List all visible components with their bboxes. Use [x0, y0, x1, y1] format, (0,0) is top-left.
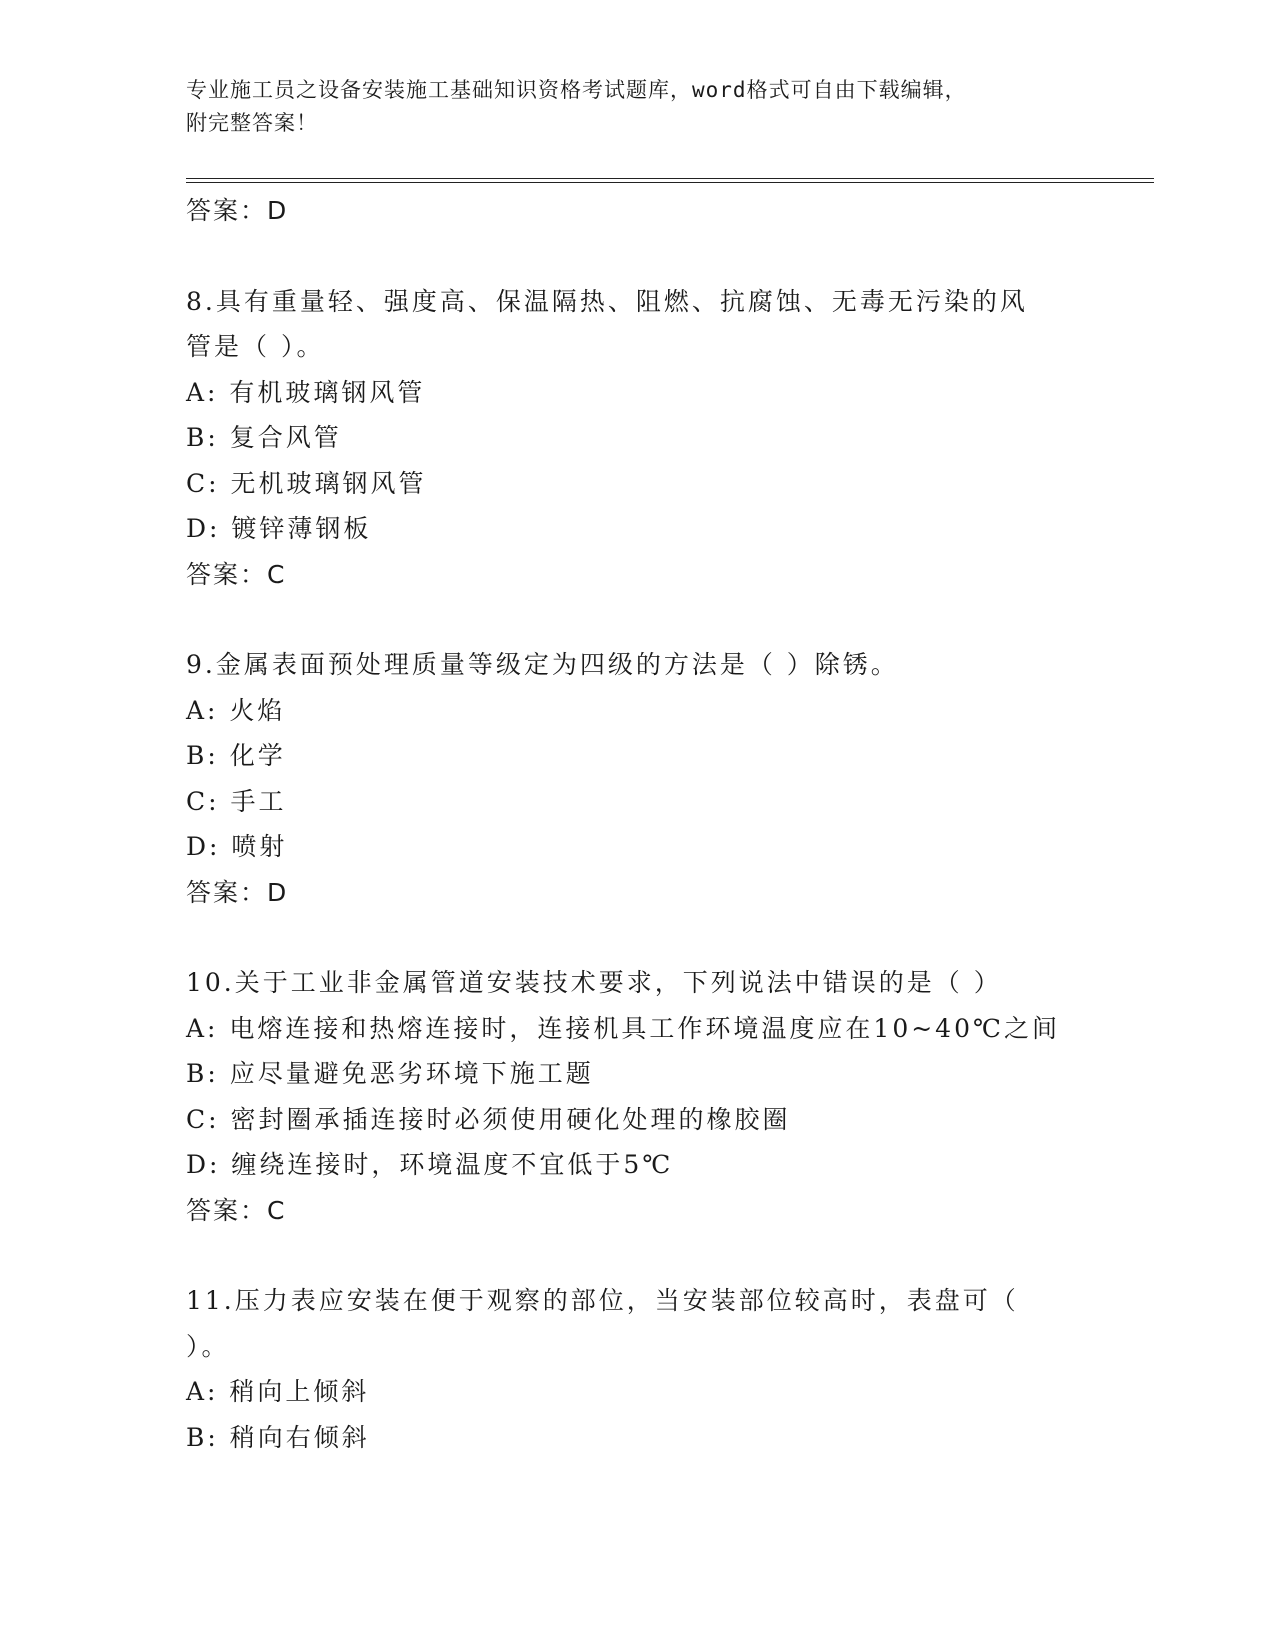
question-stem: 11.压力表应安装在便于观察的部位，当安装部位较高时，表盘可（ [186, 1286, 1019, 1315]
option-a: A: 火焰 [186, 695, 286, 725]
option-c: C: 手工 [186, 786, 287, 816]
question-stem: 9.金属表面预处理质量等级定为四级的方法是（ ）除锈。 [186, 650, 899, 679]
spacer [186, 915, 1154, 960]
option-d: D: 缠绕连接时，环境温度不宜低于5℃ [186, 1150, 674, 1179]
header-line-2: 附完整答案！ [186, 111, 318, 135]
option-c: C: 无机玻璃钢风管 [186, 468, 427, 498]
spacer [186, 597, 1154, 642]
question-11 [186, 1278, 1154, 1460]
question-stem: ）。 [186, 1331, 230, 1361]
option-a: A: 稍向上倾斜 [186, 1377, 370, 1406]
document-header [186, 74, 1066, 140]
option-b: B: 复合风管 [186, 423, 342, 452]
option-a: A: 有机玻璃钢风管 [186, 377, 426, 407]
spacer [186, 1233, 1154, 1278]
option-d: D: 镀锌薄钢板 [186, 514, 372, 543]
answer-line: 答案：D [186, 877, 289, 907]
question-10 [186, 960, 1154, 1233]
option-a: A: 电熔连接和热熔连接时，连接机具工作环境温度应在10~40℃之间 [186, 1013, 1060, 1043]
answer-line: 答案：D [186, 196, 289, 225]
question-stem: 8.具有重量轻、强度高、保温隔热、阻燃、抗腐蚀、无毒无污染的风 [186, 286, 1028, 316]
document-body [186, 188, 1154, 1460]
spacer [186, 234, 1154, 279]
question-9 [186, 642, 1154, 915]
option-b: B: 化学 [186, 741, 286, 770]
header-divider-bottom [186, 182, 1154, 183]
question-8 [186, 279, 1154, 598]
option-b: B: 稍向右倾斜 [186, 1422, 370, 1452]
header-line-1: 专业施工员之设备安装施工基础知识资格考试题库，word格式可自由下载编辑， [186, 78, 967, 102]
question-stem: 管是（ ）。 [186, 332, 325, 361]
option-d: D: 喷射 [186, 832, 288, 861]
answer-line: 答案：C [186, 559, 287, 589]
option-c: C: 密封圈承插连接时必须使用硬化处理的橡胶圈 [186, 1104, 791, 1134]
answer-line: 答案：C [186, 1195, 287, 1225]
header-divider-top [186, 178, 1154, 179]
option-b: B: 应尽量避免恶劣环境下施工题 [186, 1059, 594, 1088]
question-stem: 10.关于工业非金属管道安装技术要求，下列说法中错误的是（ ） [186, 968, 1002, 997]
